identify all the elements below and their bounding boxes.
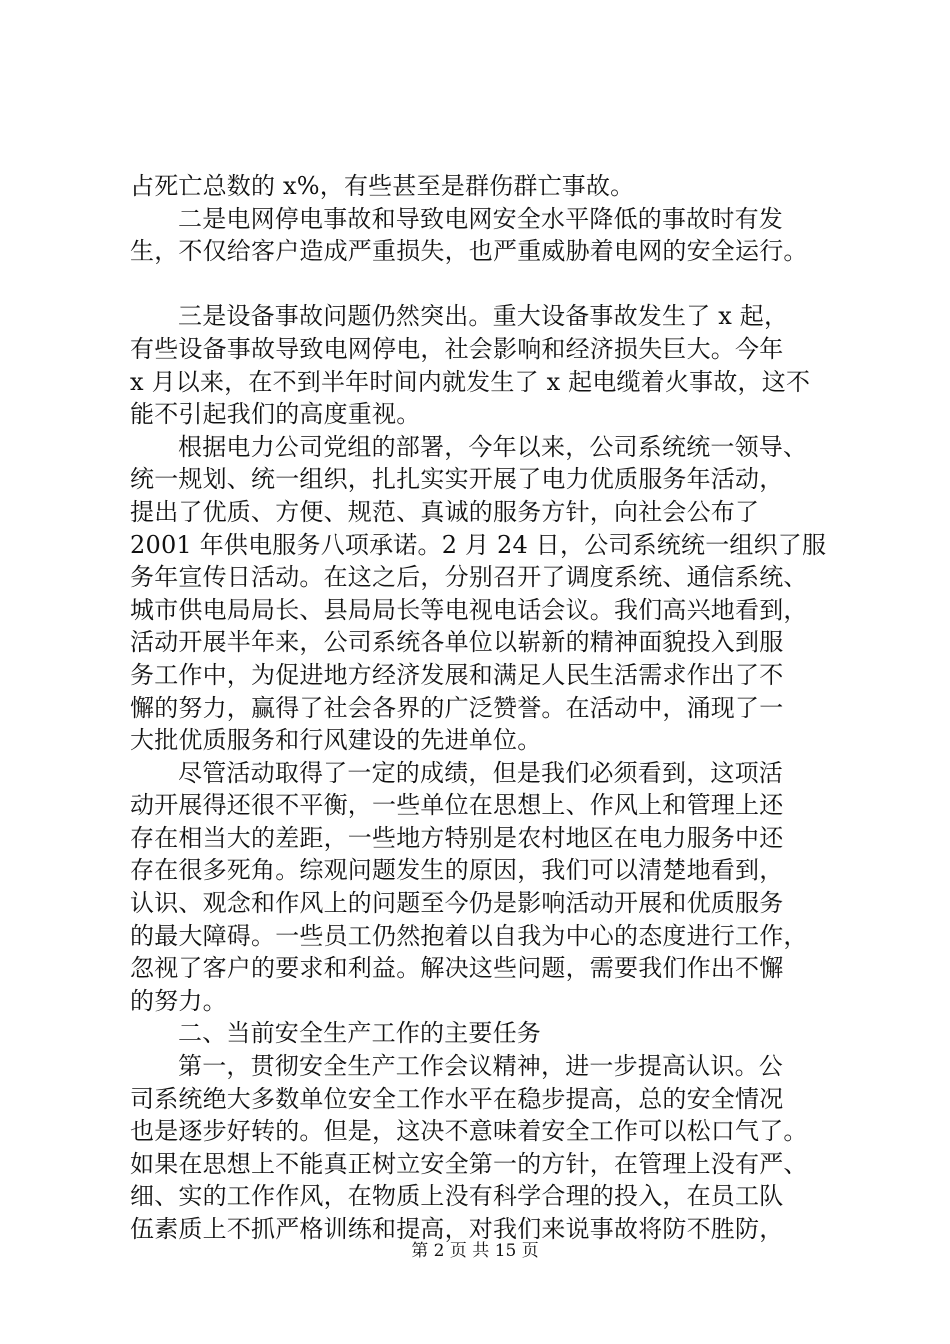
text-line: 三是设备事故问题仍然突出。重大设备事故发生了 x 起，: [178, 302, 789, 331]
page-number: 第 2 页 共 15 页: [411, 1241, 539, 1261]
text-line: 二是电网停电事故和导致电网安全水平降低的事故时有发: [178, 204, 783, 233]
text-line: 城市供电局局长、县局局长等电视电话会议。我们高兴地看到，: [130, 595, 808, 624]
text-line: 尽管活动取得了一定的成绩，但是我们必须看到，这项活: [178, 758, 783, 787]
text-line: 动开展得还很不平衡，一些单位在思想上、作风上和管理上还: [130, 791, 784, 820]
text-line: 统一规划、统一组织，扎扎实实开展了电力优质服务年活动，: [130, 465, 784, 494]
text-line: 占死亡总数的 x%，有些甚至是群伤群亡事故。: [130, 172, 635, 200]
text-line: 提出了优质、方便、规范、真诚的服务方针，向社会公布了: [130, 497, 760, 526]
text-line: 根据电力公司党组的部署，今年以来，公司系统统一领导、: [178, 432, 808, 461]
text-line: 生，不仅给客户造成严重损失，也严重威胁着电网的安全运行。: [130, 237, 808, 266]
text-line: 务工作中，为促进地方经济发展和满足人民生活需求作出了不: [130, 660, 784, 689]
text-line: 伍素质上不抓严格训练和提高，对我们来说事故将防不胜防，: [130, 1215, 784, 1243]
text-line: 2001 年供电服务八项承诺。2 月 24 日，公司系统统一组织了服: [130, 530, 827, 559]
text-line: 活动开展半年来，公司系统各单位以崭新的精神面貌投入到服: [130, 628, 784, 657]
text-line: 存在很多死角。综观问题发生的原因，我们可以清楚地看到，: [130, 856, 784, 885]
document-body: [130, 170, 830, 1246]
text-line: 能不引起我们的高度重视。: [130, 400, 421, 429]
text-line: 有些设备事故导致电网停电，社会影响和经济损失巨大。今年: [130, 334, 784, 363]
paragraph-gap: [130, 268, 830, 301]
text-line: 如果在思想上不能真正树立安全第一的方针，在管理上没有严、: [130, 1149, 808, 1178]
text-line: 务年宣传日活动。在这之后，分别召开了调度系统、通信系统、: [130, 563, 808, 592]
text-line: 认识、观念和作风上的问题至今仍是影响活动开展和优质服务: [130, 889, 784, 918]
text-line: 忽视了客户的要求和利益。解决这些问题，需要我们作出不懈: [130, 954, 784, 983]
text-line: x 月以来，在不到半年时间内就发生了 x 起电缆着火事故，这不: [130, 367, 811, 396]
text-line: 细、实的工作作风，在物质上没有科学合理的投入，在员工队: [130, 1182, 784, 1211]
text-line: 懈的努力，赢得了社会各界的广泛赞誉。在活动中，涌现了一: [130, 693, 784, 722]
text-line: 存在相当大的差距，一些地方特别是农村地区在电力服务中还: [130, 823, 784, 852]
text-line: 大批优质服务和行风建设的先进单位。: [130, 726, 542, 755]
text-line: 第一，贯彻安全生产工作会议精神，进一步提高认识。公: [178, 1052, 783, 1081]
text-line: 司系统绝大多数单位安全工作水平在稳步提高，总的安全情况: [130, 1084, 784, 1113]
text-line: 的努力。: [130, 986, 227, 1015]
text-line: 也是逐步好转的。但是，这决不意味着安全工作可以松口气了。: [130, 1117, 808, 1146]
section-heading: 二、当前安全生产工作的主要任务: [178, 1019, 541, 1048]
text-line: 的最大障碍。一些员工仍然抱着以自我为中心的态度进行工作，: [130, 921, 808, 950]
